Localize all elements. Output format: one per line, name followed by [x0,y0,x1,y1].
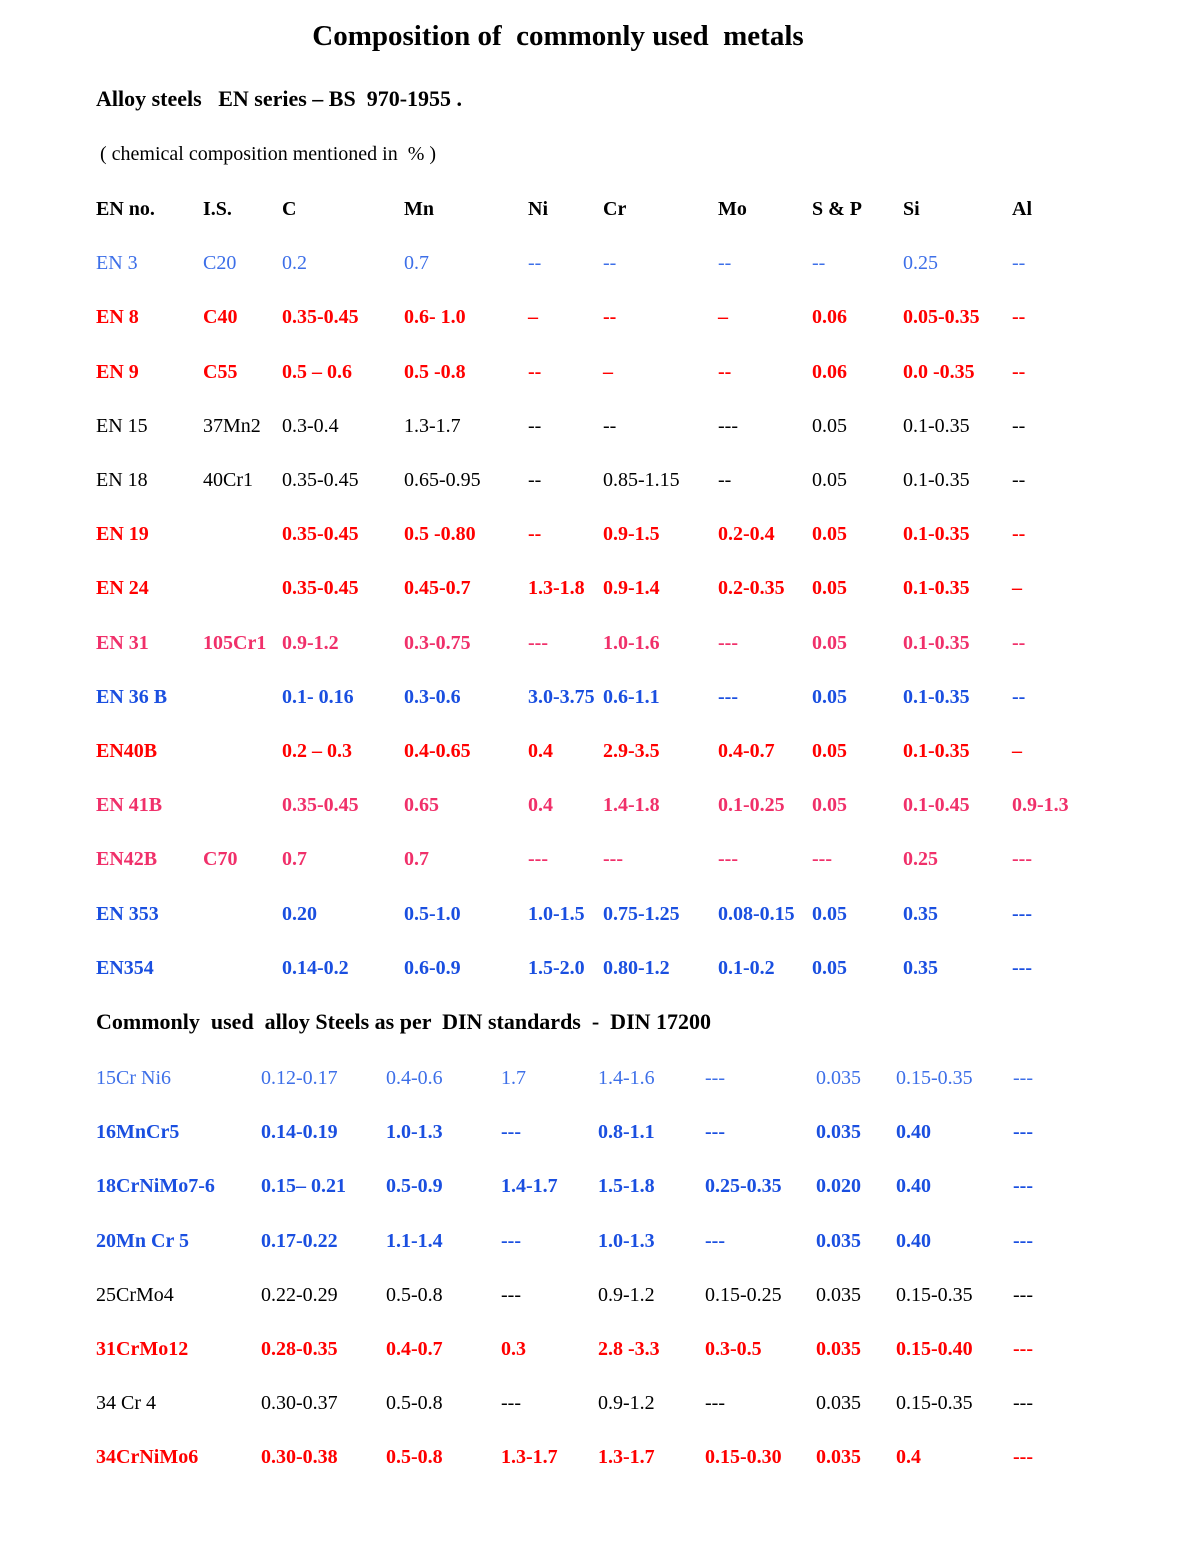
table-cell: 0.4-0.65 [404,740,471,762]
table-cell: 0.05 [812,577,847,599]
table-cell: --- [501,1284,521,1306]
table-cell: 1.0-1.3 [598,1230,655,1252]
table-cell: 0.40 [896,1175,931,1197]
table-cell: 0.5-1.0 [404,903,461,925]
table-row [0,1116,1200,1148]
table-cell: 0.2-0.4 [718,523,775,545]
table-cell: --- [603,848,623,870]
table-cell: -- [718,469,732,491]
table-cell: 0.7 [404,848,429,870]
table-cell: -- [1012,469,1026,491]
table-cell: 0.05 [812,903,847,925]
table-cell: 37Mn2 [203,415,261,437]
table-cell: --- [705,1121,725,1143]
table-cell: 1.0-1.5 [528,903,585,925]
table-cell: -- [528,361,542,383]
table-cell: 0.0 -0.35 [903,361,975,383]
table-cell: 1.3-1.7 [404,415,461,437]
table-cell: --- [1013,1121,1033,1143]
table-cell: --- [718,415,738,437]
table-row [0,301,1200,333]
table-cell: EN40B [96,740,158,762]
table-row [0,1333,1200,1365]
table-cell: --- [1013,1284,1033,1306]
table-cell: 34 Cr 4 [96,1392,156,1414]
table-row [0,356,1200,388]
table-cell: --- [1013,1338,1033,1360]
table-cell: 0.9-1.4 [603,577,660,599]
table-cell: 1.4-1.6 [598,1067,655,1089]
table-cell: 0.22-0.29 [261,1284,338,1306]
table-cell: 0.035 [816,1121,861,1143]
table-cell: 0.12-0.17 [261,1067,338,1089]
page-title: Composition of commonly used metals [312,20,804,52]
table-cell: --- [501,1121,521,1143]
table-cell: 0.40 [896,1121,931,1143]
table-cell: 0.30-0.38 [261,1446,338,1468]
table-cell: EN354 [96,957,154,979]
table-cell: 0.05 [812,523,847,545]
table-row [0,898,1200,930]
table-cell: 0.4-0.7 [386,1338,443,1360]
table-cell: 0.1-0.2 [718,957,775,979]
table-row [0,247,1200,279]
table-cell: -- [603,306,617,328]
table-cell: – [718,306,728,328]
table-cell: – [603,361,613,383]
table-cell: EN 9 [96,361,139,383]
table-cell: 0.05 [812,632,847,654]
table-cell: -- [1012,252,1026,274]
column-header: I.S. [203,198,232,220]
table-cell: 0.05 [812,415,847,437]
table-cell: 3.0-3.75 [528,686,595,708]
table-cell: 1.0-1.3 [386,1121,443,1143]
table-cell: --- [718,686,738,708]
table-cell: 0.9-1.2 [598,1392,655,1414]
table-cell: 1.4-1.8 [603,794,660,816]
table-cell: 0.035 [816,1392,861,1414]
table-cell: -- [528,415,542,437]
table-cell: --- [1012,848,1032,870]
table-cell: EN 18 [96,469,148,491]
table-cell: 0.4-0.6 [386,1067,443,1089]
table-cell: 0.1-0.35 [903,469,970,491]
table-cell: 0.80-1.2 [603,957,670,979]
table-header-row [0,193,1200,225]
table-cell: 0.5 -0.8 [404,361,466,383]
table-cell: -- [718,252,732,274]
table-cell: 0.45-0.7 [404,577,471,599]
table-cell: 0.25 [903,848,938,870]
table-cell: 15Cr Ni6 [96,1067,171,1089]
table-cell: 0.5 -0.80 [404,523,476,545]
table-cell: 0.7 [404,252,429,274]
table-cell: --- [501,1230,521,1252]
table-cell: 0.75-1.25 [603,903,680,925]
table-cell: 25CrMo4 [96,1284,174,1306]
table-cell: 0.6- 1.0 [404,306,466,328]
section2-heading: Commonly used alloy Steels as per DIN standards - DIN 17200 [96,1009,712,1034]
table-cell: 0.9-1.5 [603,523,660,545]
table-cell: EN 41B [96,794,163,816]
table-cell: C55 [203,361,238,383]
table-cell: --- [1013,1067,1033,1089]
column-header: Mn [404,198,434,220]
table-cell: C70 [203,848,238,870]
table-cell: 0.5-0.8 [386,1446,443,1468]
table-cell: --- [1012,903,1032,925]
table-cell: EN 36 B [96,686,168,708]
table-row [0,1441,1200,1473]
table-cell: 0.25-0.35 [705,1175,782,1197]
table-cell: 0.3-0.4 [282,415,339,437]
table-cell: EN42B [96,848,158,870]
table-cell: 0.5-0.8 [386,1284,443,1306]
table-row [0,735,1200,767]
table-cell: 0.4-0.7 [718,740,775,762]
table-cell: 18CrNiMo7-6 [96,1175,215,1197]
table-row [0,843,1200,875]
table-cell: --- [1013,1392,1033,1414]
table-cell: 0.15-0.40 [896,1338,973,1360]
table-cell: -- [1012,632,1026,654]
table-cell: 1.3-1.7 [501,1446,558,1468]
column-header: Al [1012,198,1032,220]
column-header: Cr [603,198,627,220]
table-cell: -- [528,523,542,545]
table-cell: 0.05-0.35 [903,306,980,328]
table-cell: --- [812,848,832,870]
table-cell: 0.05 [812,740,847,762]
table-cell: -- [718,361,732,383]
table-cell: 16MnCr5 [96,1121,180,1143]
table-cell: 0.035 [816,1284,861,1306]
table-cell: 0.1-0.35 [903,577,970,599]
table-cell: 0.4 [528,740,553,762]
table-cell: 0.65-0.95 [404,469,481,491]
table-cell: 0.15-0.35 [896,1392,973,1414]
table-cell: 0.1-0.35 [903,740,970,762]
table-cell: -- [528,252,542,274]
table-cell: -- [1012,361,1026,383]
table-cell: EN 8 [96,306,139,328]
table-cell: 0.6-1.1 [603,686,660,708]
table-cell: 34CrNiMo6 [96,1446,199,1468]
table-cell: --- [705,1392,725,1414]
table-cell: 0.3-0.75 [404,632,471,654]
table-cell: 0.85-1.15 [603,469,680,491]
table-cell: -- [603,252,617,274]
section1-heading: Alloy steels EN series – BS 970-1955 . [96,86,463,111]
table-row [0,1170,1200,1202]
table-cell: EN 15 [96,415,148,437]
table-cell: 1.0-1.6 [603,632,660,654]
table-cell: --- [1013,1446,1033,1468]
table-cell: --- [528,632,548,654]
table-cell: 0.6-0.9 [404,957,461,979]
table-row [0,410,1200,442]
table-row [0,1225,1200,1257]
table-row [0,518,1200,550]
table-cell: 105Cr1 [203,632,267,654]
table-cell: 0.020 [816,1175,861,1197]
table-cell: 2.9-3.5 [603,740,660,762]
table-row [0,1279,1200,1311]
table-cell: 1.5-2.0 [528,957,585,979]
table-cell: 0.06 [812,306,847,328]
table-cell: 1.1-1.4 [386,1230,443,1252]
table-cell: 0.15-0.30 [705,1446,782,1468]
table-cell: 1.3-1.8 [528,577,585,599]
table-cell: -- [528,469,542,491]
column-header: Si [903,198,920,220]
table-cell: 0.05 [812,957,847,979]
table-row [0,572,1200,604]
table-cell: C20 [203,252,237,274]
table-cell: 0.5 – 0.6 [282,361,352,383]
table-cell: -- [1012,686,1026,708]
table-cell: 0.035 [816,1446,861,1468]
table-cell: --- [1012,957,1032,979]
table-cell: --- [718,848,738,870]
table-cell: 0.4 [896,1446,921,1468]
table-cell: 0.14-0.19 [261,1121,338,1143]
table-cell: 0.15-0.25 [705,1284,782,1306]
table-cell: 0.40 [896,1230,931,1252]
table-cell: 0.35-0.45 [282,306,359,328]
table-cell: 0.035 [816,1230,861,1252]
table-cell: --- [1013,1175,1033,1197]
table-cell: 0.3 [501,1338,526,1360]
table-cell: EN 31 [96,632,149,654]
composition-note: ( chemical composition mentioned in % ) [100,143,437,165]
table-cell: 0.3-0.5 [705,1338,762,1360]
table-cell: 1.3-1.7 [598,1446,655,1468]
table-cell: 0.8-1.1 [598,1121,655,1143]
table-cell: 40Cr1 [203,469,253,491]
table-row [0,1387,1200,1419]
table-cell: 0.1-0.35 [903,415,970,437]
table-cell: 0.1-0.35 [903,632,970,654]
table-cell: -- [603,415,617,437]
table-cell: EN 353 [96,903,159,925]
table-cell: 20Mn Cr 5 [96,1230,189,1252]
table-cell: 0.2 – 0.3 [282,740,352,762]
table-cell: 1.5-1.8 [598,1175,655,1197]
table-cell: 0.35 [903,957,938,979]
table-cell: --- [705,1230,725,1252]
table-row [0,681,1200,713]
table-cell: 0.4 [528,794,553,816]
column-header: Ni [528,198,548,220]
table-cell: --- [718,632,738,654]
table-cell: 0.035 [816,1338,861,1360]
table-cell: --- [528,848,548,870]
table-row [0,627,1200,659]
table-cell: 0.035 [816,1067,861,1089]
table-cell: 0.3-0.6 [404,686,461,708]
table-cell: 0.15– 0.21 [261,1175,346,1197]
table-cell: C40 [203,306,238,328]
table-cell: 0.05 [812,469,847,491]
table-cell: 31CrMo12 [96,1338,189,1360]
table-cell: 0.15-0.35 [896,1284,973,1306]
table-cell: 0.2 [282,252,307,274]
table-row [0,952,1200,984]
table-cell: – [1012,740,1022,762]
table-cell: -- [1012,523,1026,545]
table-cell: 0.7 [282,848,307,870]
table-cell: 2.8 -3.3 [598,1338,660,1360]
table-cell: -- [1012,415,1026,437]
table-cell: 0.15-0.35 [896,1067,973,1089]
table-cell: 0.2-0.35 [718,577,785,599]
table-cell: 0.1-0.35 [903,686,970,708]
table-cell: 0.5-0.8 [386,1392,443,1414]
table-cell: --- [501,1392,521,1414]
table-cell: 1.4-1.7 [501,1175,558,1197]
table-cell: 0.30-0.37 [261,1392,338,1414]
table-cell: 0.35-0.45 [282,577,359,599]
table-cell: EN 3 [96,252,138,274]
table-row [0,1062,1200,1094]
table-cell: 0.35-0.45 [282,794,359,816]
table-cell: 0.05 [812,794,847,816]
table-cell: 0.06 [812,361,847,383]
table-cell: 0.14-0.2 [282,957,349,979]
column-header: C [282,198,297,220]
table-cell: 0.17-0.22 [261,1230,338,1252]
column-header: S & P [812,198,862,220]
table-cell: 0.9-1.2 [282,632,339,654]
column-header: EN no. [96,198,155,220]
table-cell: EN 19 [96,523,149,545]
table-cell: 0.1-0.35 [903,523,970,545]
table-cell: 0.25 [903,252,938,274]
table-cell: – [528,306,538,328]
table-cell: 0.20 [282,903,317,925]
table-row [0,789,1200,821]
table-row [0,464,1200,496]
table-cell: 0.9-1.2 [598,1284,655,1306]
column-header: Mo [718,198,747,220]
table-cell: 0.35-0.45 [282,523,359,545]
table-cell: 1.7 [501,1067,526,1089]
table-cell: -- [812,252,826,274]
table-cell: -- [1012,306,1026,328]
table-cell: 0.35 [903,903,938,925]
table-cell: --- [705,1067,725,1089]
table-cell: 0.9-1.3 [1012,794,1069,816]
table-cell: 0.1- 0.16 [282,686,354,708]
table-cell: 0.5-0.9 [386,1175,443,1197]
table-cell: 0.08-0.15 [718,903,795,925]
table-cell: 0.1-0.25 [718,794,785,816]
table-cell: 0.05 [812,686,847,708]
table-cell: 0.28-0.35 [261,1338,338,1360]
table-cell: – [1012,577,1022,599]
table-cell: EN 24 [96,577,149,599]
table-cell: 0.1-0.45 [903,794,970,816]
table-cell: --- [1013,1230,1033,1252]
table-cell: 0.65 [404,794,439,816]
table-cell: 0.35-0.45 [282,469,359,491]
